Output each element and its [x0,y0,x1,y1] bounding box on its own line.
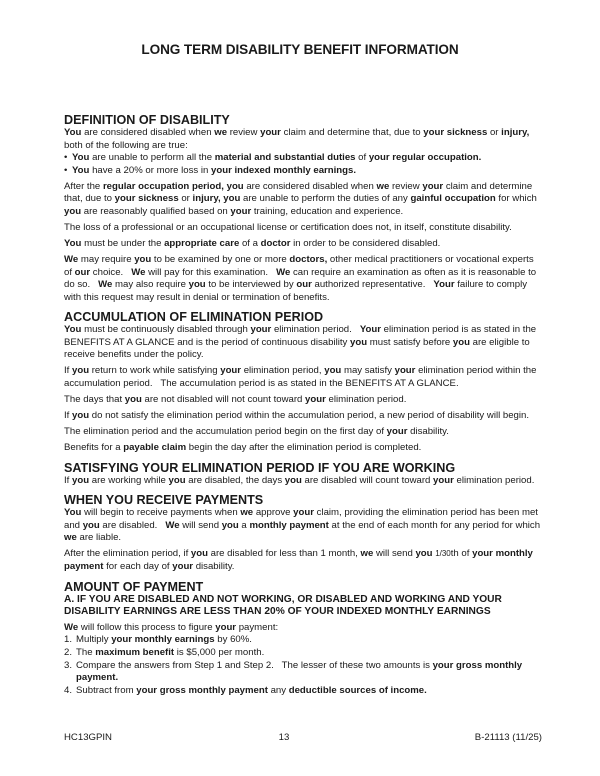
paragraph: We may require you to be examined by one or more doctors, other medical practitioners or vocational experts of our choice. We will pay for this examination. We can require an examination as often as it is reasonable to do so. We may also require you to be interviewed by our authorized representative. Your failure to comply with this request may result in denial or termination of benefits. [64,253,537,303]
page-title: LONG TERM DISABILITY BENEFIT INFORMATION [141,42,459,57]
numbered-step: 4. Subtract from your gross monthly payment any deductible sources of income. [64,684,427,696]
paragraph: You will begin to receive payments when we approve your claim, providing the elimination period has been met and you are disabled. We will send you a monthly payment at the end of each month for any period for which we are liable. [64,507,541,544]
step-number: 3. [64,659,73,671]
section-heading: DEFINITION OF DISABILITY [64,113,230,127]
paragraph: The loss of a professional or an occupational license or certification does not, in itself, constitute disability. [64,221,512,233]
bullet-item: • You are unable to perform all the material and substantial duties of your regular occupation. [64,152,482,164]
bullet-icon: • [64,152,68,164]
section-amount-of-payment [64,580,542,698]
section-accumulation-of-elimination-period [64,310,542,454]
numbered-step: 1. Multiply your monthly earnings by 60%. [64,634,252,646]
bullet-item: • You have a 20% or more loss in your indexed monthly earnings. [64,164,357,176]
paragraph: If you do not satisfy the elimination period within the accumulation period, a new period of disability will begin. [64,410,530,422]
paragraph: You must be continuously disabled through your elimination period. Your elimination period is as stated in the BENEFITS AT A GLANCE and is the period of continuous disability you must satisfy before you are eligible to receive benefits under the policy. [64,324,537,361]
paragraph: After the elimination period, if you are disabled for less than 1 month, we will send you 1/30th of your monthly payment for each day of your disability. [64,548,533,572]
section-heading: AMOUNT OF PAYMENT [64,579,204,594]
paragraph: Benefits for a payable claim begin the day after the elimination period is completed. [64,441,422,453]
step-number: 4. [64,684,73,696]
section-heading: SATISFYING YOUR ELIMINATION PERIOD IF YOU ARE WORKING [64,460,456,475]
numbered-step: 3. Compare the answers from Step 1 and Step 2. The lesser of these two amounts is your gross monthly payment. [64,659,523,684]
document-body [64,113,542,697]
paragraph: You must be under the appropriate care of a doctor in order to be considered disabled. [64,237,441,249]
step-number: 2. [64,646,73,658]
paragraph: If you return to work while satisfying your elimination period, you may satisfy your elimination period within the accumulation period. The accumulation period is as stated in the BENEFITS AT A GLANCE. [64,365,537,390]
bullet-icon: • [64,164,68,176]
paragraph: You are considered disabled when we review your claim and determine that, due to your sickness or injury, both of the following are true: [64,127,530,151]
paragraph: The elimination period and the accumulation period begin on the first day of your disability. [64,426,449,437]
section-subheading: A. IF YOU ARE DISABLED AND NOT WORKING, OR DISABLED AND WORKING AND YOUR DISABILITY EARNINGS ARE LESS THAN 20% OF YOUR INDEXED MONTHLY EARNINGS [64,593,502,618]
paragraph: After the regular occupation period, you are considered disabled when we review your claim and determine that, due to your sickness or injury, you are unable to perform the duties of any gainful occupation for which you are reasonably qualified based on your training, education and experience. [64,180,537,217]
paragraph: If you are working while you are disabled, the days you are disabled will count toward your elimination period. [64,474,535,486]
page-number: 13 [278,732,290,743]
document-id: B-21113 (11/25) [474,732,542,743]
paragraph: The days that you are not disabled will not count toward your elimination period. [64,394,407,406]
section-when-you-receive-payments [64,493,542,573]
section-definition-of-disability [64,113,542,304]
numbered-step: 2. The maximum benefit is $5,000 per month. [64,646,265,658]
section-heading: ACCUMULATION OF ELIMINATION PERIOD [64,310,324,325]
section-heading: WHEN YOU RECEIVE PAYMENTS [64,493,264,508]
page-footer [64,732,542,746]
paragraph: We will follow this process to figure your payment: [64,621,279,633]
step-number: 1. [64,634,73,646]
section-satisfying-your-elimination-period-if-you-are-working [64,461,542,488]
form-code: HC13GPIN [64,732,112,743]
